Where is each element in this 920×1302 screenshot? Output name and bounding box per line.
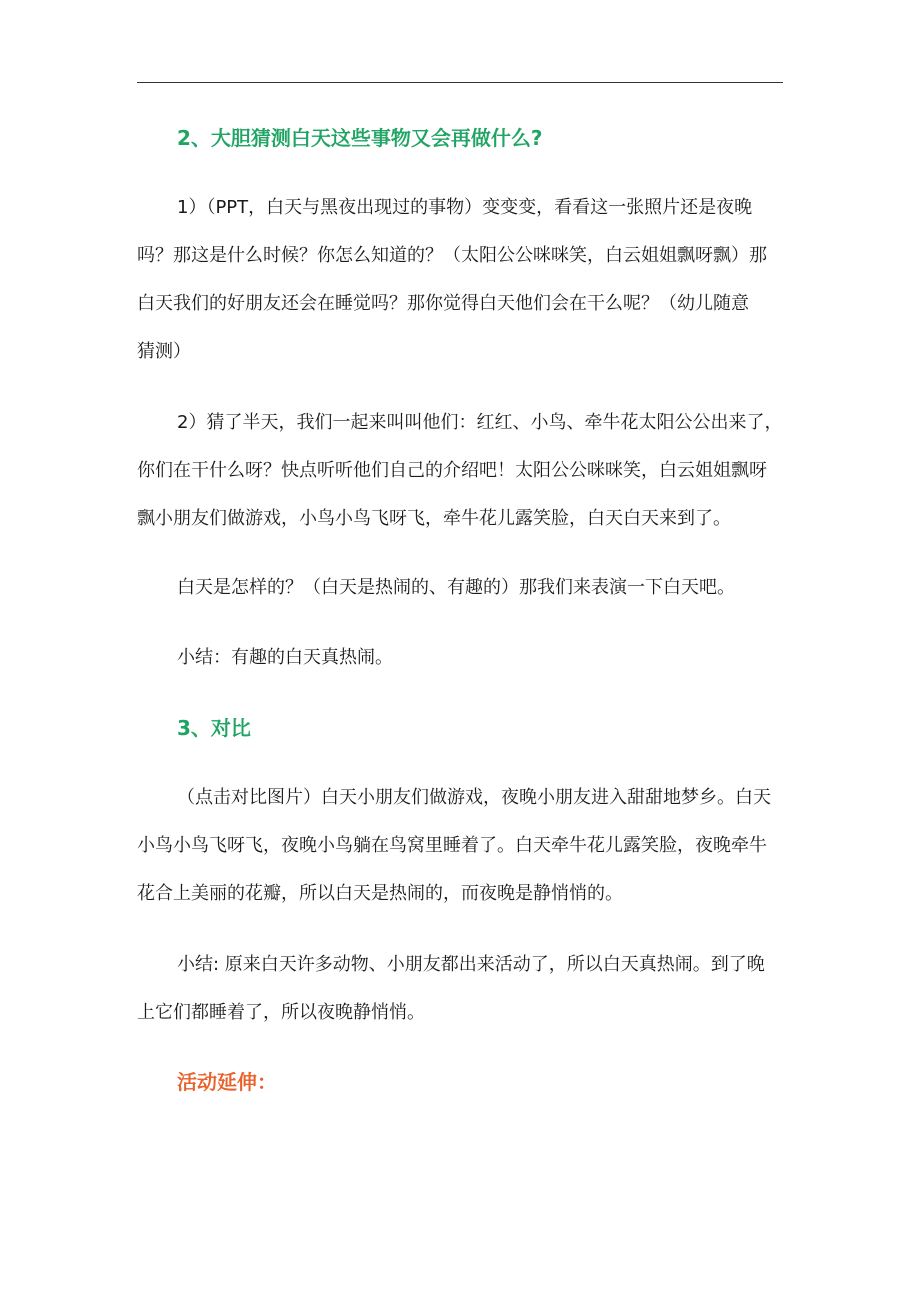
paragraph-line: 1）（PPT，白天与黑夜出现过的事物）变变变，看看这一张照片还是夜晚 bbox=[177, 197, 753, 218]
section-2-paragraph-1 bbox=[137, 184, 785, 376]
paragraph-line: 小鸟小鸟飞呀飞，夜晚小鸟躺在鸟窝里睡着了。白天牵牛花儿露笑脸，夜晚牵牛 bbox=[137, 835, 767, 856]
header-rule bbox=[137, 82, 783, 83]
paragraph-line: 吗？那这是什么时候？你怎么知道的？（太阳公公咪咪笑，白云姐姐飘呀飘）那 bbox=[137, 245, 767, 266]
paragraph-line: 飘小朋友们做游戏，小鸟小鸟飞呀飞，牵牛花儿露笑脸，白天白天来到了。 bbox=[137, 508, 731, 529]
section-2-paragraph-2 bbox=[137, 399, 785, 543]
section-3-summary bbox=[137, 941, 785, 1037]
paragraph-line: 花合上美丽的花瓣，所以白天是热闹的，而夜晚是静悄悄的。 bbox=[137, 883, 623, 904]
section-2-summary bbox=[137, 634, 785, 682]
paragraph-line: 猜测） bbox=[137, 341, 191, 362]
paragraph-line: 小结：有趣的白天真热闹。 bbox=[177, 647, 393, 668]
paragraph-line: 小结: 原来白天许多动物、小朋友都出来活动了，所以白天真热闹。到了晚 bbox=[177, 954, 765, 975]
section-2-heading: 2、大胆猜测白天这些事物又会再做什么? bbox=[177, 126, 543, 150]
paragraph-line: 2）猜了半天，我们一起来叫叫他们：红红、小鸟、牵牛花太阳公公出来了， bbox=[177, 412, 783, 433]
section-3-paragraph-1 bbox=[137, 774, 785, 918]
activity-extension-heading: 活动延伸： bbox=[177, 1070, 277, 1094]
section-2-paragraph-3 bbox=[137, 564, 785, 612]
paragraph-line: 白天我们的好朋友还会在睡觉吗？那你觉得白天他们会在干么呢？（幼儿随意 bbox=[137, 293, 749, 314]
paragraph-line: 你们在干什么呀？快点听听他们自己的介绍吧！太阳公公咪咪笑，白云姐姐飘呀 bbox=[137, 460, 767, 481]
paragraph-line: （点击对比图片）白天小朋友们做游戏，夜晚小朋友进入甜甜地梦乡。白天 bbox=[177, 787, 771, 808]
section-3-heading: 3、对比 bbox=[177, 716, 251, 740]
paragraph-line: 上它们都睡着了，所以夜晚静悄悄。 bbox=[137, 1002, 425, 1023]
paragraph-line: 白天是怎样的？（白天是热闹的、有趣的）那我们来表演一下白天吧。 bbox=[177, 577, 735, 598]
